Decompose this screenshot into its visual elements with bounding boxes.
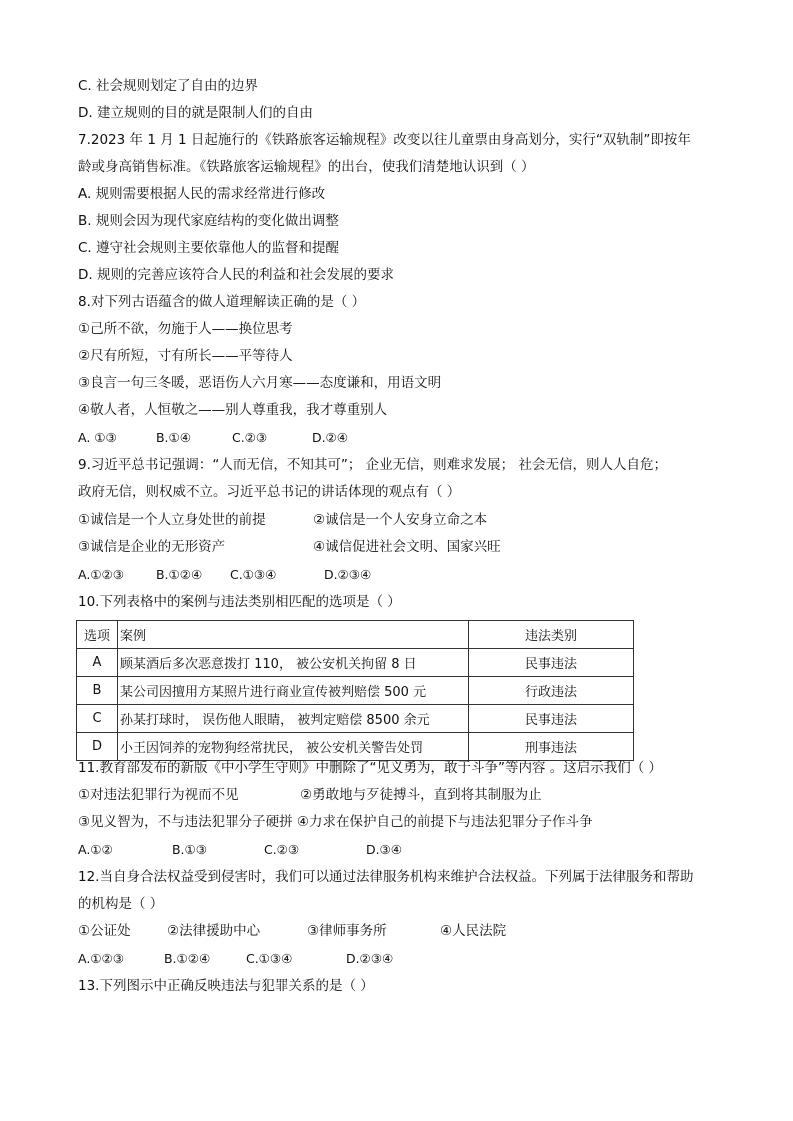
q11-option-c: C.②③ [263, 842, 300, 857]
q8-option-d: D.②④ [311, 430, 348, 445]
q12-item-3: ③律师事务所 [307, 923, 387, 939]
q7-option-b: B. 规则会因为现代家庭结构的变化做出调整 [78, 213, 339, 229]
q11-stem: 11.教育部发布的新版《中小学生守则》中删除了“见义勇为，敢于斗争”等内容 。这启示我们（ ） [78, 760, 663, 776]
q9-item-4: ④诚信促进社会文明、国家兴旺 [313, 539, 501, 555]
q11-item-2: ②勇敢地与歹徒搏斗，直到将其制服为止 [300, 787, 542, 803]
row-category: 刑事违法 [469, 733, 634, 761]
q9-stem-line2: 政府无信，则权威不立。习近平总书记的讲话体现的观点有（ ） [78, 484, 461, 500]
q12-option-b: B.①②④ [163, 951, 211, 966]
q7-stem-line2: 龄或身高销售标准。《铁路旅客运输规程》的出台，使我们清楚地认识到（ ） [78, 159, 535, 175]
row-case: 顾某酒后多次恶意拨打 110， 被公安机关拘留 8 日 [118, 649, 469, 677]
q9-item-3: ③诚信是企业的无形资产 [78, 539, 226, 555]
row-case: 小王因饲养的宠物狗经常扰民， 被公安机关警告处罚 [118, 733, 469, 761]
q12-stem-line2: 的机构是（ ） [78, 896, 164, 912]
q10-stem: 10.下列表格中的案例与违法类别相匹配的选项是（ ） [78, 594, 401, 610]
q7-stem-line1: 7.2023 年 1 月 1 日起施行的《铁路旅客运输规程》改变以往儿童票由身高划分，实行“双轨制”即按年 [78, 132, 691, 148]
header-option: 选项 [77, 621, 118, 649]
row-case: 某公司因擅用方某照片进行商业宣传被判赔偿 500 元 [118, 677, 469, 705]
table-row [77, 649, 634, 677]
q8-option-c: C.②③ [231, 430, 268, 445]
row-category: 民事违法 [469, 649, 634, 677]
q11-item-1: ①对违法犯罪行为视而不见 [78, 787, 239, 803]
q8-item-1: ①己所不欲，勿施于人——换位思考 [78, 321, 293, 337]
q12-option-d: D.②③④ [345, 951, 394, 966]
row-option: D [77, 733, 118, 761]
q7-option-d: D. 规则的完善应该符合人民的利益和社会发展的要求 [78, 267, 394, 283]
table-row [77, 705, 634, 733]
q12-option-c: C.①③④ [245, 951, 293, 966]
q10-table [76, 620, 634, 761]
q9-option-d: D.②③④ [323, 567, 372, 582]
q12-item-2: ②法律援助中心 [167, 923, 261, 939]
q9-option-c: C.①③④ [229, 567, 277, 582]
table-row [77, 733, 634, 761]
row-option: C [77, 705, 118, 733]
q9-item-1: ①诚信是一个人立身处世的前提 [78, 512, 266, 528]
q8-item-4: ④敬人者，人恒敬之——别人尊重我，我才尊重别人 [78, 402, 388, 418]
row-category: 民事违法 [469, 705, 634, 733]
q8-options [78, 429, 348, 447]
q11-option-a: A.①② [78, 842, 113, 857]
q9-option-b: B.①②④ [155, 567, 203, 582]
q11-item-3-4: ③见义智为，不与违法犯罪分子硬拼 ④力求在保护自己的前提下与违法犯罪分子作斗争 [78, 814, 593, 830]
q9-options [78, 566, 371, 584]
q8-item-3: ③良言一句三冬暖，恶语伤人六月寒——态度谦和，用语文明 [78, 375, 442, 391]
row-option: B [77, 677, 118, 705]
q7-option-c: C. 遵守社会规则主要依靠他人的监督和提醒 [78, 240, 340, 256]
table-header-row [77, 621, 634, 649]
table-row [77, 677, 634, 705]
q11-option-d: D.③④ [365, 842, 402, 857]
q8-stem: 8.对下列古语蕴含的做人道理解读正确的是（ ） [78, 294, 366, 310]
q6-option-d: D. 建立规则的目的就是限制人们的自由 [78, 105, 313, 121]
q8-item-2: ②尺有所短，寸有所长——平等待人 [78, 348, 293, 364]
q13-stem: 13.下列图示中正确反映违法与犯罪关系的是（ ） [78, 978, 374, 994]
header-case: 案例 [118, 621, 469, 649]
q12-item-4: ④人民法院 [440, 923, 507, 939]
q12-option-a: A.①②③ [78, 951, 124, 966]
q8-option-a: A. ①③ [78, 430, 117, 445]
q11-options [78, 841, 402, 859]
q9-item-2: ②诚信是一个人安身立命之本 [313, 512, 488, 528]
q8-option-b: B.①④ [155, 430, 191, 445]
q9-option-a: A.①②③ [78, 567, 124, 582]
q12-stem-line1: 12.当自身合法权益受到侵害时，我们可以通过法律服务机构来维护合法权益。下列属于法律服务和帮助 [78, 869, 694, 885]
header-category: 违法类别 [469, 621, 634, 649]
q9-stem-line1: 9.习近平总书记强调：“人而无信，不知其可”； 企业无信，则难求发展； 社会无信，则人人自危； [78, 457, 667, 473]
q7-option-a: A. 规则需要根据人民的需求经常进行修改 [78, 186, 326, 202]
row-option: A [77, 649, 118, 677]
q11-option-b: B.①③ [171, 842, 207, 857]
q6-option-c: C. 社会规则划定了自由的边界 [78, 78, 259, 94]
row-case: 孙某打球时， 误伤他人眼睛， 被判定赔偿 8500 余元 [118, 705, 469, 733]
q12-item-1: ①公证处 [78, 923, 131, 939]
row-category: 行政违法 [469, 677, 634, 705]
q12-options [78, 950, 393, 968]
